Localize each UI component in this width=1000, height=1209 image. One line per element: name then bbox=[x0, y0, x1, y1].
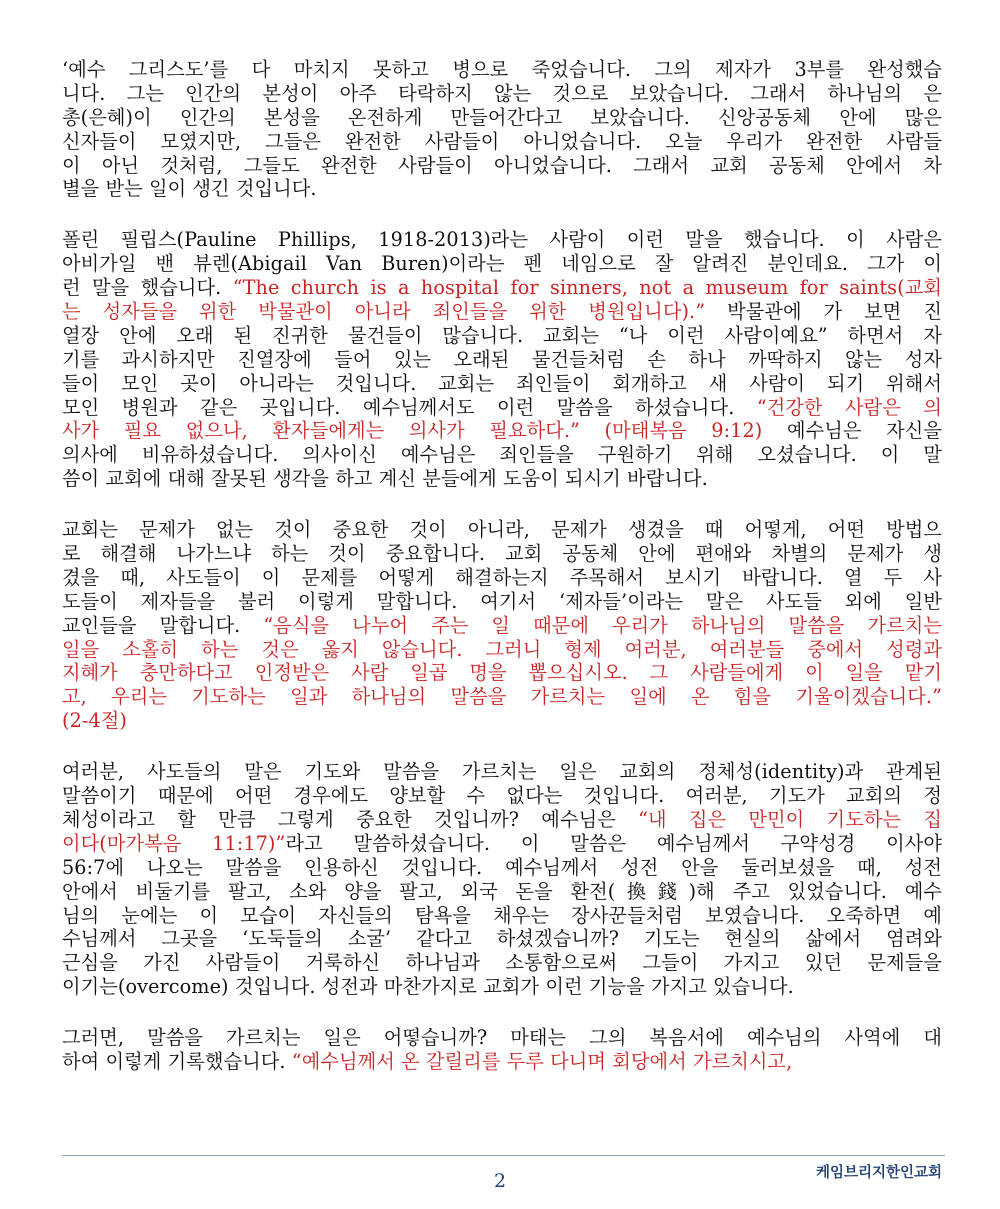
text-line bbox=[62, 82, 942, 106]
text-line bbox=[62, 130, 942, 154]
footer-divider bbox=[62, 1155, 945, 1156]
text-line bbox=[62, 590, 942, 614]
church-name: 케임브리지한인교회 bbox=[815, 1165, 942, 1181]
text-segment: 수님께서 그곳을 ‘도둑들의 소굴’ 같다고 하셨겠습니까? 기도는 현실의 삶에서 염려와 bbox=[62, 927, 942, 951]
scripture-quote: 는 성자들을 위한 박물관이 아니라 죄인들을 위한 병원입니다).” bbox=[62, 300, 706, 324]
paragraph bbox=[62, 228, 942, 491]
paragraph bbox=[62, 760, 942, 999]
text-segment: 님의 눈에는 이 모습이 자신들의 탐욕을 채우는 장사꾼들처럼 보였습니다. 오죽하면 예 bbox=[62, 903, 942, 927]
text-segment: 박물관에 가 보면 진 bbox=[705, 300, 942, 324]
scripture-quote: 이다(마가복음 11:17)” bbox=[62, 831, 286, 855]
text-segment: 체성이라고 할 만큼 그렇게 중요한 것입니까? 예수님은 bbox=[62, 807, 639, 831]
text-line bbox=[62, 467, 942, 491]
text-line bbox=[62, 372, 942, 396]
text-segment: 폴린 필립스(Pauline Phillips, 1918-2013)라는 사람이 이런 말을 했습니다. 이 사람은 bbox=[62, 228, 942, 252]
text-segment: 예수님은 자신을 bbox=[762, 419, 942, 443]
text-line bbox=[62, 566, 942, 590]
text-segment: 런 말을 했습니다. bbox=[62, 276, 233, 300]
text-line bbox=[62, 1026, 942, 1050]
text-line bbox=[62, 856, 942, 880]
text-line bbox=[62, 419, 942, 443]
text-segment: 여러분, 사도들의 말은 기도와 말씀을 가르치는 일은 교회의 정체성(identity)과 관계된 bbox=[62, 760, 942, 784]
text-segment: 이 아닌 것처럼, 그들도 완전한 사람들이 아니었습니다. 그래서 교회 공동체 안에서 차 bbox=[62, 153, 942, 177]
text-segment: 씀이 교회에 대해 잘못된 생각을 하고 계신 분들에게 도움이 되시기 바랍니다. bbox=[62, 467, 708, 491]
text-segment: 이기는(overcome) 것입니다. 성전과 마찬가지로 교회가 이런 기능을 가지고 있습니다. bbox=[62, 975, 794, 999]
text-line bbox=[62, 638, 942, 662]
text-line bbox=[62, 106, 942, 130]
text-line bbox=[62, 1050, 942, 1074]
text-line bbox=[62, 661, 942, 685]
text-line bbox=[62, 443, 942, 467]
text-segment: ‘예수 그리스도’를 다 마치지 못하고 병으로 죽었습니다. 그의 제자가 3부를 완성했습 bbox=[62, 58, 942, 81]
text-segment: 별을 받는 일이 생긴 것입니다. bbox=[62, 177, 317, 201]
scripture-quote: 일을 소홀히 하는 것은 옳지 않습니다. 그러니 형제 여러분, 여러분들 중에서 성령과 bbox=[62, 637, 942, 661]
text-line bbox=[62, 685, 942, 709]
text-segment: 로 해결해 나가느냐 하는 것이 중요합니다. 교회 공동체 안에 편애와 차별의 문제가 생 bbox=[62, 542, 942, 566]
paragraph bbox=[62, 58, 942, 201]
text-segment: 열장 안에 오래 된 진귀한 물건들이 많습니다. 교회는 “나 이런 사람이예요” 하면서 자 bbox=[62, 323, 942, 347]
scripture-quote: “The church is a hospital for sinners, not a museum for saints(교회 bbox=[232, 276, 942, 300]
text-segment: 말씀이기 때문에 어떤 경우에도 양보할 수 없다는 것입니다. 여러분, 기도가 교회의 정 bbox=[62, 784, 942, 808]
text-line bbox=[62, 927, 942, 951]
text-line bbox=[62, 252, 942, 276]
text-line bbox=[62, 348, 942, 372]
text-segment: 56:7에 나오는 말씀을 인용하신 것입니다. 예수님께서 성전 안을 둘러보셨을 때, 성전 bbox=[62, 855, 942, 879]
text-line bbox=[62, 324, 942, 348]
text-segment: 교인들을 말합니다. bbox=[62, 613, 264, 637]
text-line bbox=[62, 975, 942, 999]
text-line bbox=[62, 276, 942, 300]
scripture-quote: 고, 우리는 기도하는 일과 하나님의 말씀을 가르치는 일에 온 힘을 기울이겠습니다.” bbox=[62, 685, 942, 709]
text-line bbox=[62, 784, 942, 808]
text-line bbox=[62, 154, 942, 178]
text-line bbox=[62, 808, 942, 832]
scripture-quote: “내 집은 만민이 기도하는 집 bbox=[638, 807, 942, 831]
text-segment: 겼을 때, 사도들이 이 문제를 어떻게 해결하는지 주목해서 보시기 바랍니다. 열 두 사 bbox=[62, 565, 942, 589]
scripture-quote: “건강한 사람은 의 bbox=[756, 395, 942, 419]
text-line bbox=[62, 832, 942, 856]
text-line bbox=[62, 614, 942, 638]
text-segment: 모인 병원과 같은 곳입니다. 예수님께서도 이런 말씀을 하셨습니다. bbox=[62, 395, 757, 419]
text-segment: 아비가일 밴 뷰렌(Abigail Van Buren)이라는 펜 네임으로 잘 알려진 분인데요. 그가 이 bbox=[62, 252, 942, 276]
text-line bbox=[62, 177, 942, 201]
text-line bbox=[62, 760, 942, 784]
text-segment: 신자들이 모였지만, 그들은 완전한 사람들이 아니었습니다. 오늘 우리가 완전한 사람들 bbox=[62, 129, 942, 153]
text-segment: 의사에 비유하셨습니다. 의사이신 예수님은 죄인들을 구원하기 위해 오셨습니다. 이 말 bbox=[62, 443, 942, 467]
scripture-quote: “예수님께서 온 갈릴리를 두루 다니며 회당에서 가르치시고, bbox=[291, 1049, 793, 1073]
text-segment: 총(은혜)이 인간의 본성을 온전하게 만들어간다고 보았습니다. 신앙공동체 안에 많은 bbox=[62, 105, 942, 129]
text-segment: 하여 이렇게 기록했습니다. bbox=[62, 1049, 292, 1073]
document-body bbox=[62, 58, 942, 1101]
text-segment: 그러면, 말씀을 가르치는 일은 어떻습니까? 마태는 그의 복음서에 예수님의 사역에 대 bbox=[62, 1026, 942, 1050]
text-line bbox=[62, 300, 942, 324]
scripture-quote: (2-4절) bbox=[62, 709, 128, 733]
text-segment: 기를 과시하지만 진열장에 들어 있는 오래된 물건들처럼 손 하나 까딱하지 않는 성자 bbox=[62, 347, 942, 371]
text-segment: 근심을 가진 사람들이 거룩하신 하나님과 소통함으로써 그들이 가지고 있던 문제들을 bbox=[62, 951, 942, 975]
text-line bbox=[62, 880, 942, 904]
text-line bbox=[62, 904, 942, 928]
paragraph bbox=[62, 1026, 942, 1074]
text-segment: 라고 말씀하셨습니다. 이 말씀은 예수님께서 구약성경 이사야 bbox=[285, 831, 942, 855]
text-line bbox=[62, 709, 942, 733]
text-line bbox=[62, 228, 942, 252]
scripture-quote: 사가 필요 없으나, 환자들에게는 의사가 필요하다.” (마태복음 9:12) bbox=[62, 419, 763, 443]
page-number: 2 bbox=[493, 1170, 507, 1192]
text-segment: 안에서 비둘기를 팔고, 소와 양을 팔고, 외국 돈을 환전(換錢)해 주고 있었습니다. 예수 bbox=[62, 879, 942, 903]
scripture-quote: “음식을 나누어 주는 일 때문에 우리가 하나님의 말씀을 가르치는 bbox=[263, 613, 942, 637]
text-line bbox=[62, 951, 942, 975]
text-segment: 도들이 제자들을 불러 이렇게 말합니다. 여기서 ‘제자들’이라는 말은 사도들 외에 일반 bbox=[62, 589, 942, 613]
text-segment: 교회는 문제가 없는 것이 중요한 것이 아니라, 문제가 생겼을 때 어떻게, 어떤 방법으 bbox=[62, 518, 942, 542]
text-segment: 니다. 그는 인간의 본성이 아주 타락하지 않는 것으로 보았습니다. 그래서 하나님의 은 bbox=[62, 81, 942, 105]
scripture-quote: 지혜가 충만하다고 인정받은 사람 일곱 명을 뽑으십시오. 그 사람들에게 이 일을 맡기 bbox=[62, 661, 942, 685]
text-line bbox=[62, 542, 942, 566]
text-line bbox=[62, 518, 942, 542]
text-line bbox=[62, 58, 942, 82]
paragraph bbox=[62, 518, 942, 733]
text-line bbox=[62, 396, 942, 420]
text-segment: 들이 모인 곳이 아니라는 것입니다. 교회는 죄인들이 회개하고 새 사람이 되기 위해서 bbox=[62, 371, 942, 395]
